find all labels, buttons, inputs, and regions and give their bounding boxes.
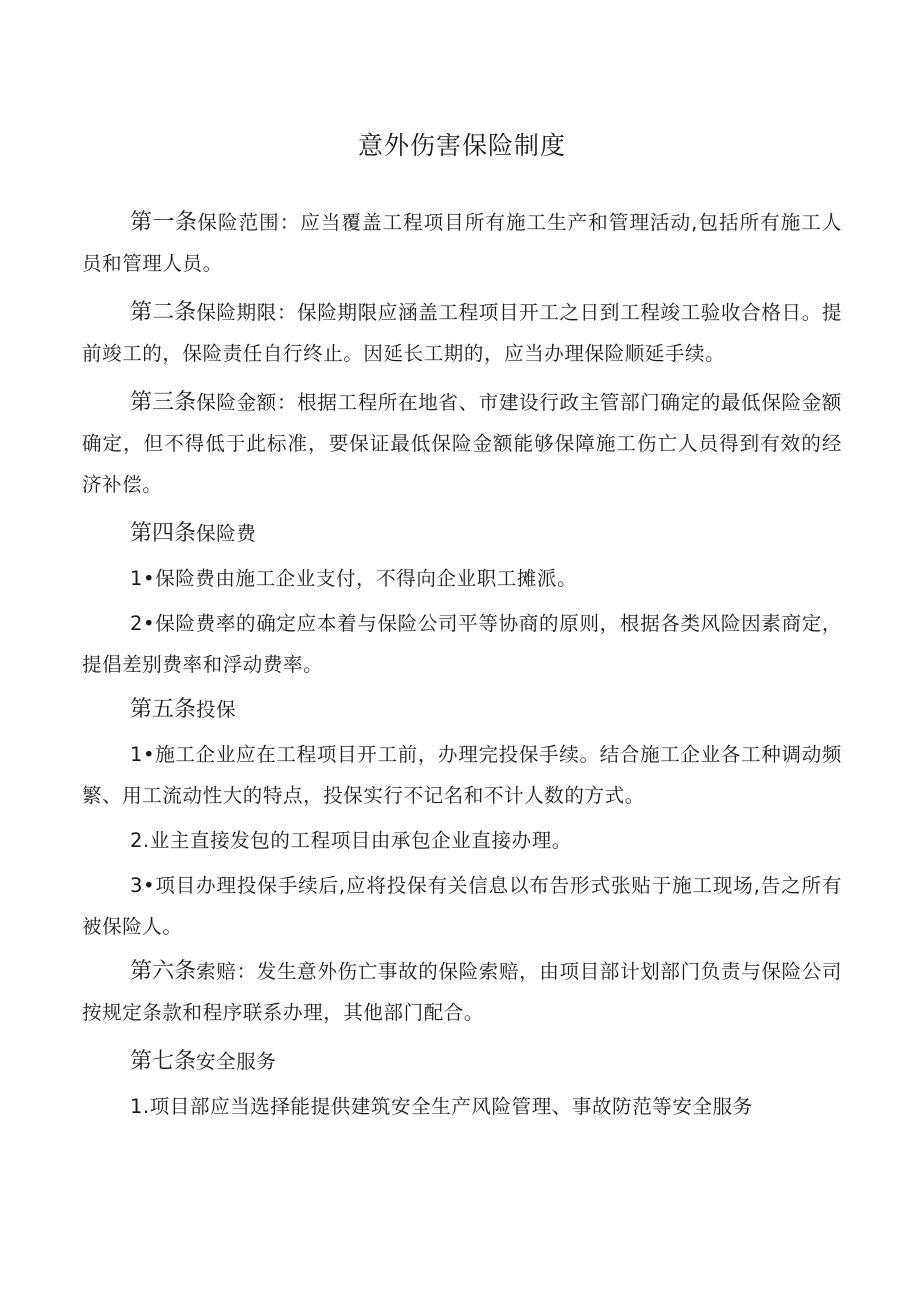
article-heading: 第三条 <box>130 390 197 415</box>
article-heading: 第六条 <box>130 959 197 984</box>
clause-text: 1.项目部应当选择能提供建筑安全生产风险管理、事故防范等安全服务 <box>130 1095 753 1118</box>
article-heading: 第七条 <box>130 1049 197 1074</box>
clause-text: 2.业主直接发包的工程项目由承包企业直接办理。 <box>130 829 572 852</box>
article-text: 保险费 <box>196 522 257 545</box>
clause-text: 1•施工企业应在工程项目开工前，办理完投保手续。结合施工企业各工种调动频繁、用工流动性大的特点，投保实行不记名和不计人数的方式。 <box>82 743 842 807</box>
article-3 <box>82 382 842 505</box>
article-6 <box>82 951 842 1033</box>
article-4 <box>82 513 842 554</box>
clause-5-1 <box>82 734 842 816</box>
article-1 <box>82 202 842 284</box>
article-7 <box>82 1041 842 1082</box>
article-text: 安全服务 <box>196 1050 277 1073</box>
clause-4-1 <box>82 558 842 599</box>
clause-text: 3•项目办理投保手续后,应将投保有关信息以布告形式张贴于施工现场,告之所有被保险人。 <box>82 874 842 938</box>
clause-text: 2•保险费率的确定应本着与保险公司平等协商的原则，根据各类风险因素商定，提倡差别费率和浮动费率。 <box>82 612 842 676</box>
clause-5-2 <box>82 820 842 861</box>
article-text: 保险期限：保险期限应涵盖工程项目开工之日到工程竣工验收合格日。提前竣工的，保险责任自行终止。因延长工期的，应当办理保险顺延手续。 <box>82 301 842 365</box>
article-heading: 第一条 <box>130 210 198 235</box>
article-2 <box>82 292 842 374</box>
document-page <box>82 126 842 1131</box>
article-heading: 第五条 <box>130 697 197 722</box>
article-heading: 第四条 <box>130 521 197 546</box>
article-text: 索赔：发生意外伤亡事故的保险索赔，由项目部计划部门负责与保险公司按规定条款和程序联系办理，其他部门配合。 <box>82 960 842 1024</box>
article-5 <box>82 689 842 730</box>
article-text: 投保 <box>196 698 237 721</box>
clause-4-2 <box>82 603 842 685</box>
document-title: 意外伤害保险制度 <box>357 131 566 160</box>
article-heading: 第二条 <box>130 300 197 325</box>
clause-5-3 <box>82 865 842 947</box>
article-text: 保险范围：应当覆盖工程项目所有施工生产和管理活动,包括所有施工人员和管理人员。 <box>82 211 842 275</box>
clause-text: 1•保险费由施工企业支付，不得向企业职工摊派。 <box>130 567 578 590</box>
clause-7-1 <box>82 1086 842 1127</box>
article-text: 保险金额：根据工程所在地省、市建设行政主管部门确定的最低保险金额确定，但不得低于此标准，要保证最低保险金额能够保障施工伤亡人员得到有效的经济补偿。 <box>82 391 842 496</box>
